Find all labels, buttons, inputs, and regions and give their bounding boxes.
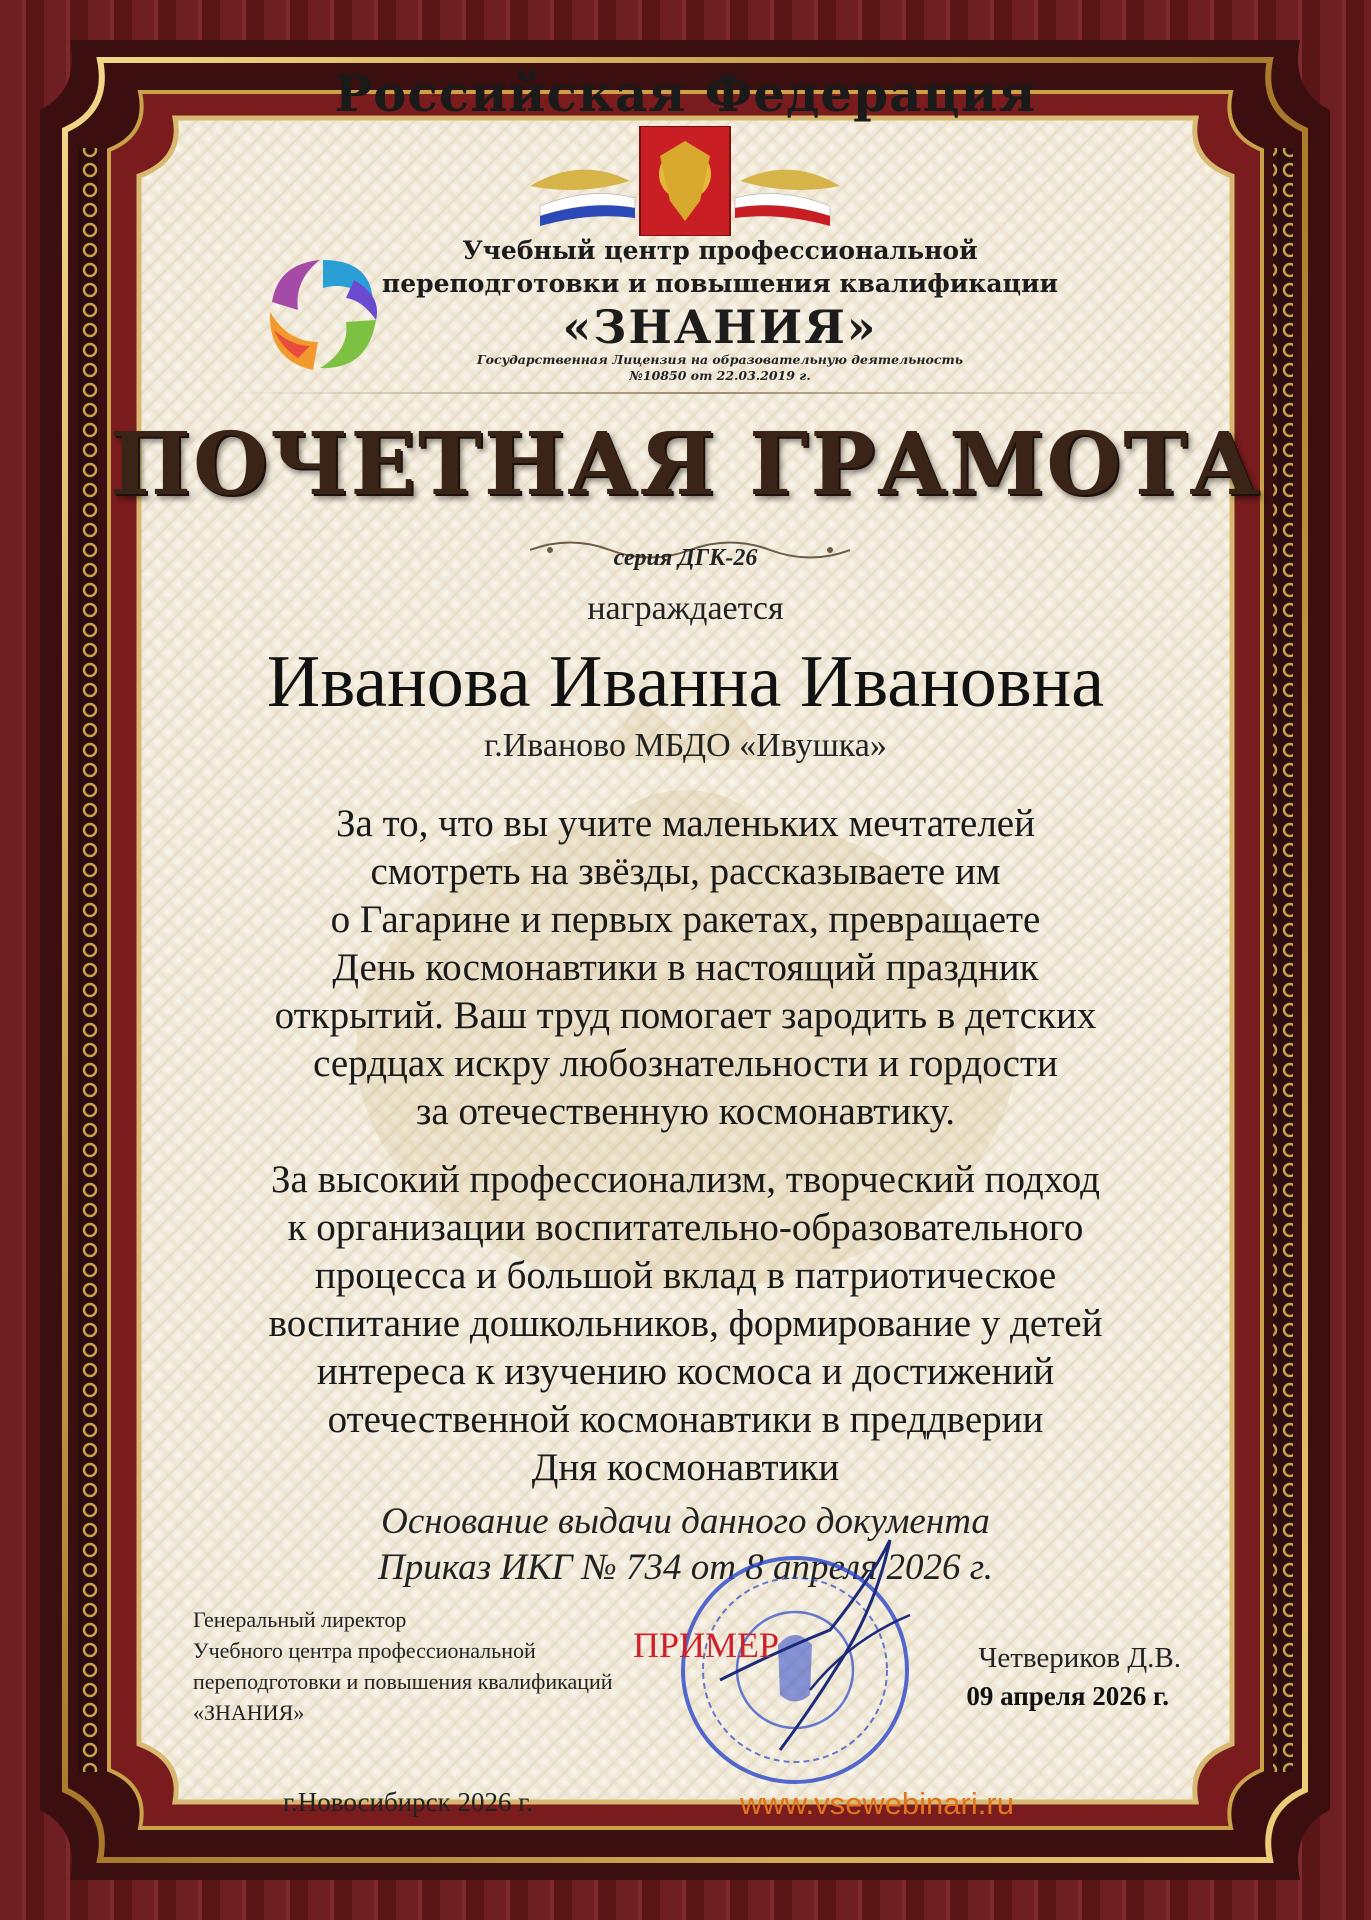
organization-name: «ЗНАНИЯ» (562, 300, 878, 354)
org-line-2: переподготовки и повышения квалификации (381, 269, 1059, 298)
paragraph-2-line: Дня космонавтики (531, 1446, 840, 1489)
director-line: «ЗНАНИЯ» (193, 1700, 305, 1725)
license-line-2: №10850 от 22.03.2019 г. (629, 368, 811, 383)
license-line-1: Государственная Лицензия на образовательную деятельность (477, 352, 963, 367)
coat-of-arms-icon (520, 126, 850, 236)
header-divider (230, 392, 1170, 394)
awarded-label: награждается (587, 590, 784, 627)
paragraph-2-line: воспитание дошкольников, формирование у детей (268, 1302, 1103, 1345)
license-info (380, 352, 1060, 384)
series-number: серия ДГК-26 (613, 545, 758, 571)
paragraph-2-line: интереса к изучению космоса и достижений (316, 1350, 1055, 1393)
paragraph-1-line: за отечественную космонавтику. (416, 1090, 955, 1133)
basis-label: Основание выдачи данного документа (381, 1501, 990, 1542)
basis-order: Приказ ИКГ № 734 от 8 апреля 2026 г. (377, 1547, 994, 1588)
signer-name: Четвериков Д.В. (978, 1642, 1181, 1674)
paragraph-1-line: смотреть на звёзды, рассказываете им (370, 850, 1001, 893)
paragraph-1 (170, 800, 1201, 1136)
paragraph-1-line: сердцах искру любознательности и гордости (313, 1042, 1058, 1085)
paragraph-2 (170, 1156, 1201, 1492)
recipient-name: Иванова Иванна Ивановна (266, 641, 1105, 723)
paragraph-1-line: открытий. Ваш труд помогает зародить в детских (274, 994, 1097, 1037)
city-year: г.Новосибирск 2026 г. (283, 1787, 534, 1817)
paragraph-2-line: За высокий профессионализм, творческий подход (271, 1158, 1100, 1201)
paragraph-1-line: День космонавтики в настоящий праздник (332, 946, 1039, 989)
website-link[interactable]: www.vsewebinari.ru (740, 1786, 1014, 1821)
certificate-title: ПОЧЕТНАЯ ГРАМОТА (109, 414, 1262, 515)
paragraph-2-line: процесса и большой вклад в патриотическое (314, 1254, 1057, 1297)
recipient-place: г.Иваново МБДО «Ивушка» (484, 727, 887, 764)
director-position (193, 1604, 613, 1728)
organization-logo-icon (258, 250, 388, 380)
organization-description (380, 234, 1060, 300)
director-line: Учебного центра профессиональной (193, 1638, 536, 1663)
org-line-1: Учебный центр профессиональной (462, 236, 978, 265)
paragraph-1-line: За то, что вы учите маленьких мечтателей (336, 802, 1035, 845)
director-line: переподготовки и повышения квалификаций (193, 1669, 613, 1694)
sample-watermark: ПРИМЕР (633, 1625, 780, 1665)
paragraph-2-line: к организации воспитательно-образовательного (287, 1206, 1084, 1249)
paragraph-2-line: отечественной космонавтики в преддверии (327, 1398, 1044, 1441)
signature-date: 09 апреля 2026 г. (966, 1681, 1169, 1711)
country-title: Российская Федерация (334, 64, 1037, 123)
paragraph-1-line: о Гагарине и первых ракетах, превращаете (330, 898, 1041, 941)
director-line: Генеральный лиректор (193, 1607, 407, 1632)
